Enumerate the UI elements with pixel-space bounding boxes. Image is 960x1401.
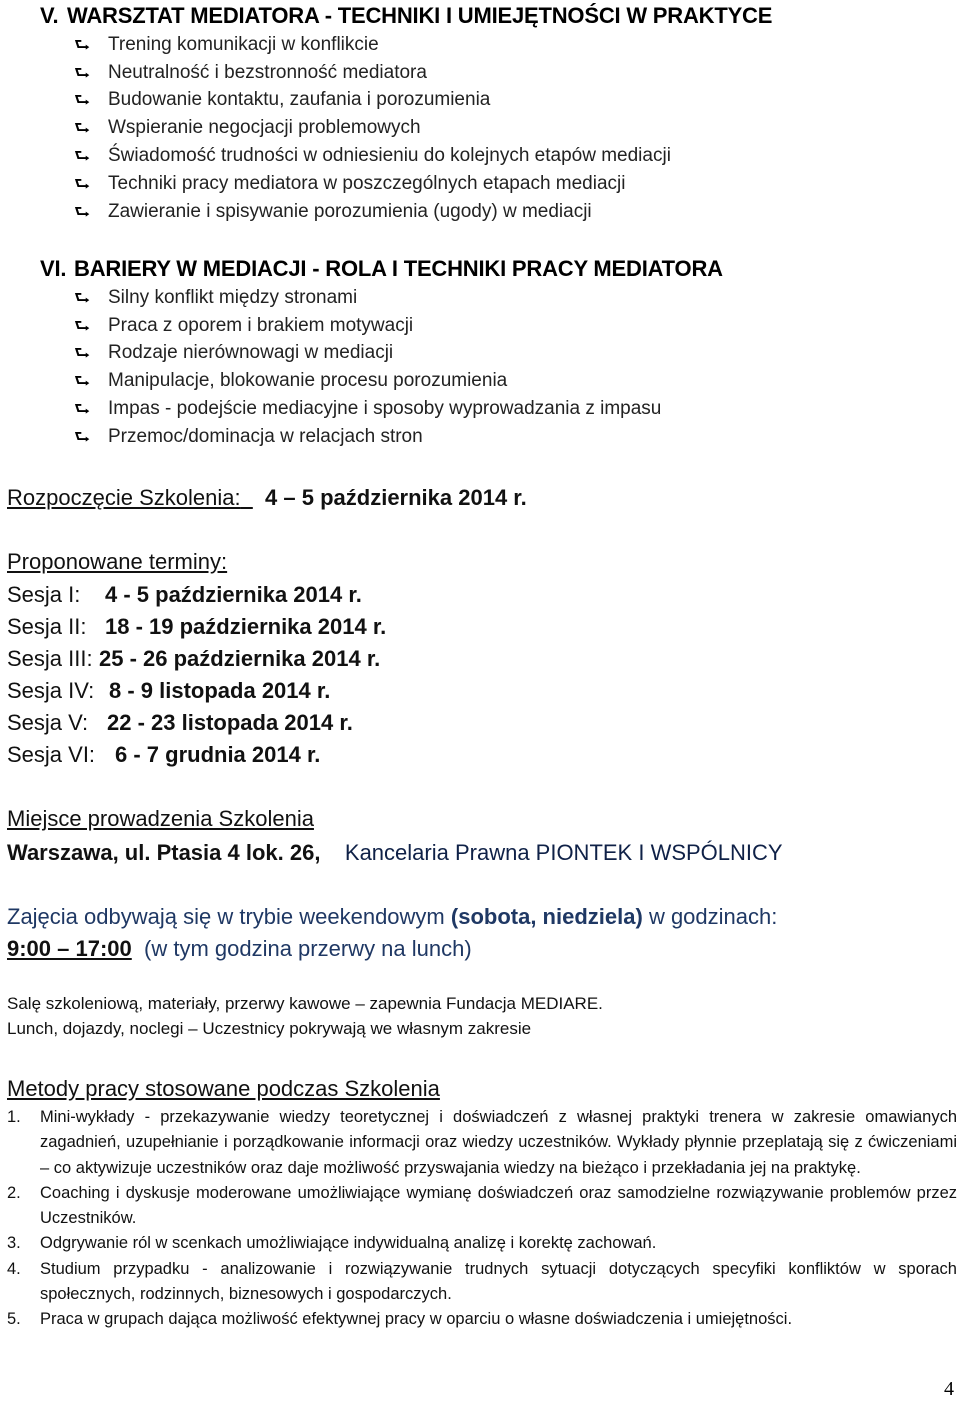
section-5-title: WARSZTAT MEDIATORA - TECHNIKI I UMIEJĘTNOŚCI W PRAKTYCE bbox=[67, 3, 773, 28]
place-details bbox=[7, 840, 783, 866]
training-start bbox=[7, 485, 527, 511]
list-item: ⮑ Praca z oporem i brakiem motywacji bbox=[74, 314, 414, 336]
methods-list bbox=[7, 1105, 957, 1333]
right-hook-arrow-icon: ⮑ bbox=[74, 146, 91, 167]
session-row: Sesja IV: 8 - 9 listopada 2014 r. bbox=[7, 678, 331, 703]
list-item: ⮑ Zawieranie i spisywanie porozumienia (ugody) w mediacji bbox=[74, 200, 592, 222]
training-start-label: Rozpoczęcie Szkolenia: bbox=[7, 485, 241, 510]
session-row: Sesja VI: 6 - 7 grudnia 2014 r. bbox=[7, 742, 321, 767]
schedule-line: Zajęcia odbywają się w trybie weekendowym (sobota, niedziela) w godzinach: bbox=[7, 904, 778, 929]
list-item: ⮑ Przemoc/dominacja w relacjach stron bbox=[74, 425, 423, 447]
schedule-note: (w tym godzina przerwy na lunch) bbox=[144, 936, 472, 961]
list-item: 5. Praca w grupach dająca możliwość efektywnej pracy w oparciu o własne doświadczenia i umiejętności. bbox=[7, 1310, 793, 1329]
page-number: 4 bbox=[944, 1378, 954, 1400]
provision-line-1: Salę szkoleniową, materiały, przerwy kawowe – zapewnia Fundacja MEDIARE. bbox=[7, 994, 603, 1013]
list-item: 3. Odgrywanie ról w scenkach umożliwiające indywidualną analizę i korektę zachowań. bbox=[7, 1234, 657, 1253]
section-5-list bbox=[74, 31, 671, 226]
session-row: Sesja V: 22 - 23 listopada 2014 r. bbox=[7, 710, 353, 735]
list-item: 4. Studium przypadku - analizowanie i rozwiązywanie trudnych sytuacji dotyczących specyfiki konfliktów w sporach społecznych, rodzinnych, biznesowych i gospodarczych. bbox=[7, 1259, 957, 1304]
place-address: Warszawa, ul. Ptasia 4 lok. 26, bbox=[7, 840, 321, 865]
session-row: Sesja I: 4 - 5 października 2014 r. bbox=[7, 582, 362, 607]
schedule-hours-line bbox=[7, 936, 472, 962]
place-firm: Kancelaria Prawna PIONTEK I WSPÓLNICY bbox=[344, 840, 783, 865]
list-item: ⮑ Wspieranie negocjacji problemowych bbox=[74, 117, 421, 139]
right-hook-arrow-icon: ⮑ bbox=[74, 287, 91, 308]
list-item: 1. Mini-wykłady - przekazywanie wiedzy teoretycznej i doświadczeń z własnej praktyki trenera w zakresie omawianych zagadnień, uzupełnianie i porządkowanie informacji oraz wiedzy uczestników. Wykłady płynnie przeplatają się z ćwiczeniami – co aktywizuje uczestników oraz daje możliwość przyswajania wiedzy na bieżąco i przekładania jej na praktykę. bbox=[7, 1108, 957, 1177]
section-5-number: V. bbox=[40, 3, 59, 28]
proposed-terms-label: Proponowane terminy: bbox=[7, 549, 228, 574]
right-hook-arrow-icon: ⮑ bbox=[74, 371, 91, 392]
list-item: ⮑ Silny konflikt między stronami bbox=[74, 286, 358, 308]
schedule-hours: 9:00 – 17:00 bbox=[7, 936, 132, 961]
right-hook-arrow-icon: ⮑ bbox=[74, 399, 91, 420]
list-item: ⮑ Neutralność i bezstronność mediatora bbox=[74, 61, 427, 83]
list-item: ⮑ Techniki pracy mediatora w poszczególnych etapach mediacji bbox=[74, 172, 626, 194]
right-hook-arrow-icon: ⮑ bbox=[74, 201, 91, 222]
training-start-date: 4 – 5 października 2014 r. bbox=[265, 485, 527, 510]
list-item: ⮑ Trening komunikacji w konflikcie bbox=[74, 33, 379, 55]
list-item: ⮑ Budowanie kontaktu, zaufania i porozumienia bbox=[74, 89, 491, 111]
section-6-list bbox=[74, 284, 661, 451]
right-hook-arrow-icon: ⮑ bbox=[74, 426, 91, 447]
provision-line-2: Lunch, dojazdy, noclegi – Uczestnicy pokrywają we własnym zakresie bbox=[7, 1019, 532, 1038]
right-hook-arrow-icon: ⮑ bbox=[74, 118, 91, 139]
right-hook-arrow-icon: ⮑ bbox=[74, 62, 91, 83]
list-item: ⮑ Manipulacje, blokowanie procesu porozumienia bbox=[74, 370, 508, 392]
right-hook-arrow-icon: ⮑ bbox=[74, 173, 91, 194]
right-hook-arrow-icon: ⮑ bbox=[74, 34, 91, 55]
session-row: Sesja III: 25 - 26 października 2014 r. bbox=[7, 646, 381, 671]
list-item: 2. Coaching i dyskusje moderowane umożliwiające wymianę doświadczeń oraz samodzielne rozwiązywanie problemów przez Uczestników. bbox=[7, 1183, 957, 1228]
list-item: ⮑ Impas - podejście mediacyjne i sposoby wyprowadzania z impasu bbox=[74, 398, 662, 420]
section-6-heading bbox=[40, 256, 723, 282]
list-item: ⮑ Rodzaje nierównowagi w mediacji bbox=[74, 342, 394, 364]
session-row: Sesja II: 18 - 19 października 2014 r. bbox=[7, 614, 387, 639]
right-hook-arrow-icon: ⮑ bbox=[74, 315, 91, 336]
methods-label: Metody pracy stosowane podczas Szkolenia bbox=[7, 1076, 440, 1101]
place-label: Miejsce prowadzenia Szkolenia bbox=[7, 806, 314, 831]
schedule-days: (sobota, niedziela) bbox=[450, 904, 643, 929]
section-5-heading bbox=[40, 3, 772, 29]
list-item: ⮑ Świadomość trudności w odniesieniu do kolejnych etapów mediacji bbox=[74, 145, 671, 167]
section-6-title: BARIERY W MEDIACJI - ROLA I TECHNIKI PRACY MEDIATORA bbox=[74, 256, 723, 281]
right-hook-arrow-icon: ⮑ bbox=[74, 343, 91, 364]
right-hook-arrow-icon: ⮑ bbox=[74, 90, 91, 111]
section-6-number: VI. bbox=[40, 256, 67, 281]
